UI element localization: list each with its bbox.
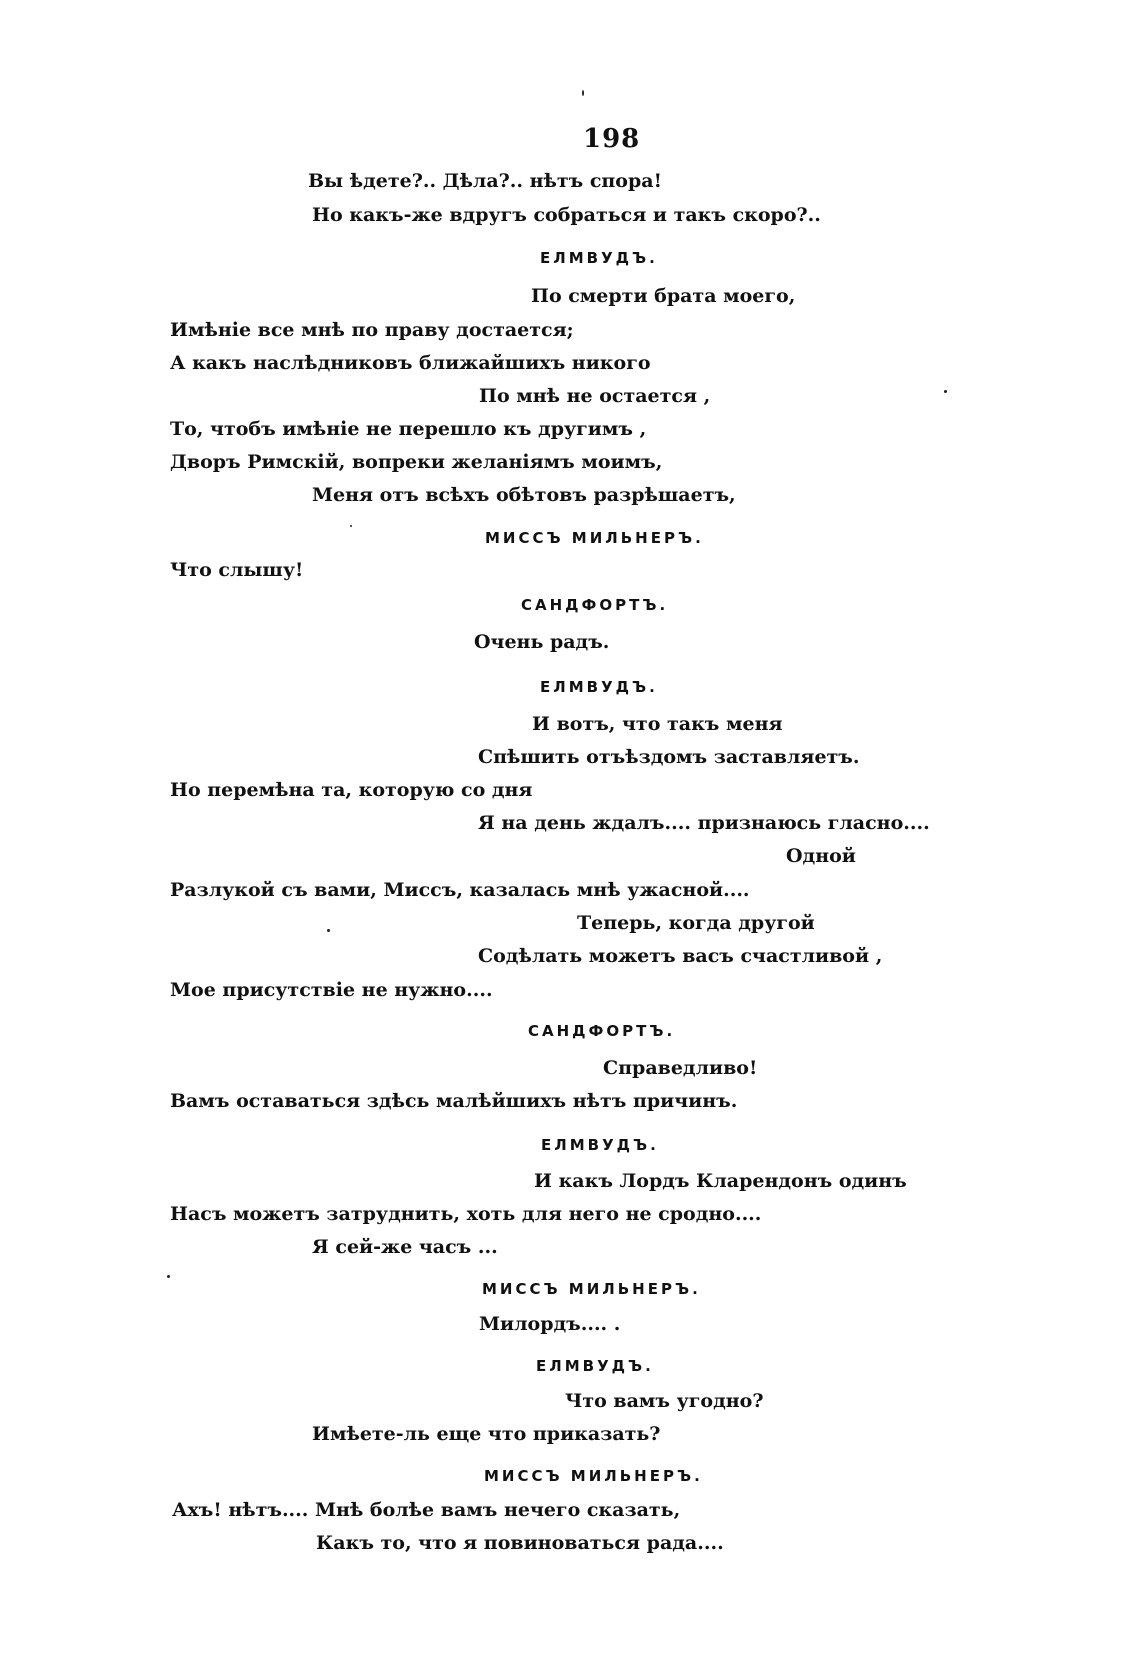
verse-line: Я сей-же часъ ... — [312, 1236, 498, 1258]
verse-line: Вы ѣдете?.. Дѣла?.. нѣтъ спора! — [308, 170, 662, 192]
page-number: 198 — [583, 124, 641, 154]
speaker-name: ЕЛМВУДЪ. — [540, 249, 658, 267]
verse-line: Спѣшить отъѣздомъ заставляетъ. — [478, 746, 860, 768]
verse-line: Но перемѣна та, которую со дня — [170, 779, 533, 801]
verse-line: Мое присутствіе не нужно.... — [170, 979, 493, 1001]
verse-line: Меня отъ всѣхъ обѣтовъ разрѣшаетъ, — [312, 484, 736, 506]
verse-line: Но какъ-же вдругъ собраться и такъ скоро?.. — [312, 204, 821, 226]
scan-speck — [167, 1275, 170, 1278]
speaker-name: МИССЪ МИЛЬНЕРЪ. — [485, 529, 704, 547]
verse-line: Вамъ оставаться здѣсь малѣйшихъ нѣтъ причинъ. — [170, 1090, 738, 1112]
verse-line: То, чтобъ имѣніе не перешло къ другимъ , — [170, 418, 647, 440]
speaker-name: МИССЪ МИЛЬНЕРЪ. — [484, 1467, 703, 1485]
verse-line: Какъ то, что я повиноваться рада.... — [316, 1532, 724, 1554]
verse-line: Содѣлать можетъ васъ счастливой , — [478, 945, 883, 967]
verse-line: Дворъ Римскій, вопреки желаніямъ моимъ, — [170, 451, 663, 473]
verse-line: Одной — [786, 845, 856, 867]
verse-line: И какъ Лордъ Кларендонъ одинъ — [534, 1170, 907, 1192]
verse-line: Насъ можетъ затруднить, хоть для него не сродно.... — [170, 1203, 762, 1225]
verse-line: По мнѣ не остается , — [479, 385, 711, 407]
speaker-name: ЕЛМВУДЪ. — [541, 1136, 659, 1154]
scan-speck — [350, 525, 352, 527]
verse-line: Очень радъ. — [474, 631, 610, 653]
verse-line: Разлукой съ вами, Миссъ, казалась мнѣ ужасной.... — [170, 879, 750, 901]
verse-line: По смерти брата моего, — [531, 285, 796, 307]
speaker-name: ЕЛМВУДЪ. — [540, 678, 658, 696]
speaker-name: МИССЪ МИЛЬНЕРЪ. — [482, 1280, 701, 1298]
scan-speck — [582, 90, 584, 96]
verse-line: Я на день ждалъ.... признаюсь гласно.... — [478, 812, 930, 834]
verse-line: Справедливо! — [603, 1057, 758, 1079]
scan-speck — [327, 929, 330, 932]
verse-line: Имѣете-ль еще что приказать? — [312, 1423, 661, 1445]
verse-line: Милордъ.... . — [479, 1313, 621, 1335]
speaker-name: ЕЛМВУДЪ. — [536, 1357, 654, 1375]
verse-line: Ахъ! нѣтъ.... Мнѣ болѣе вамъ нечего сказать, — [172, 1499, 681, 1521]
scan-speck — [944, 390, 947, 393]
verse-line: Что слышу! — [170, 559, 304, 581]
verse-line: Теперь, когда другой — [577, 912, 815, 934]
verse-line: Имѣніе все мнѣ по праву достается; — [170, 319, 574, 341]
verse-line: Что вамъ угодно? — [565, 1390, 764, 1412]
verse-line: А какъ наслѣдниковъ ближайшихъ никого — [170, 352, 651, 374]
speaker-name: САНДФОРТЪ. — [521, 596, 669, 614]
verse-line: И вотъ, что такъ меня — [532, 713, 783, 735]
speaker-name: САНДФОРТЪ. — [528, 1022, 676, 1040]
